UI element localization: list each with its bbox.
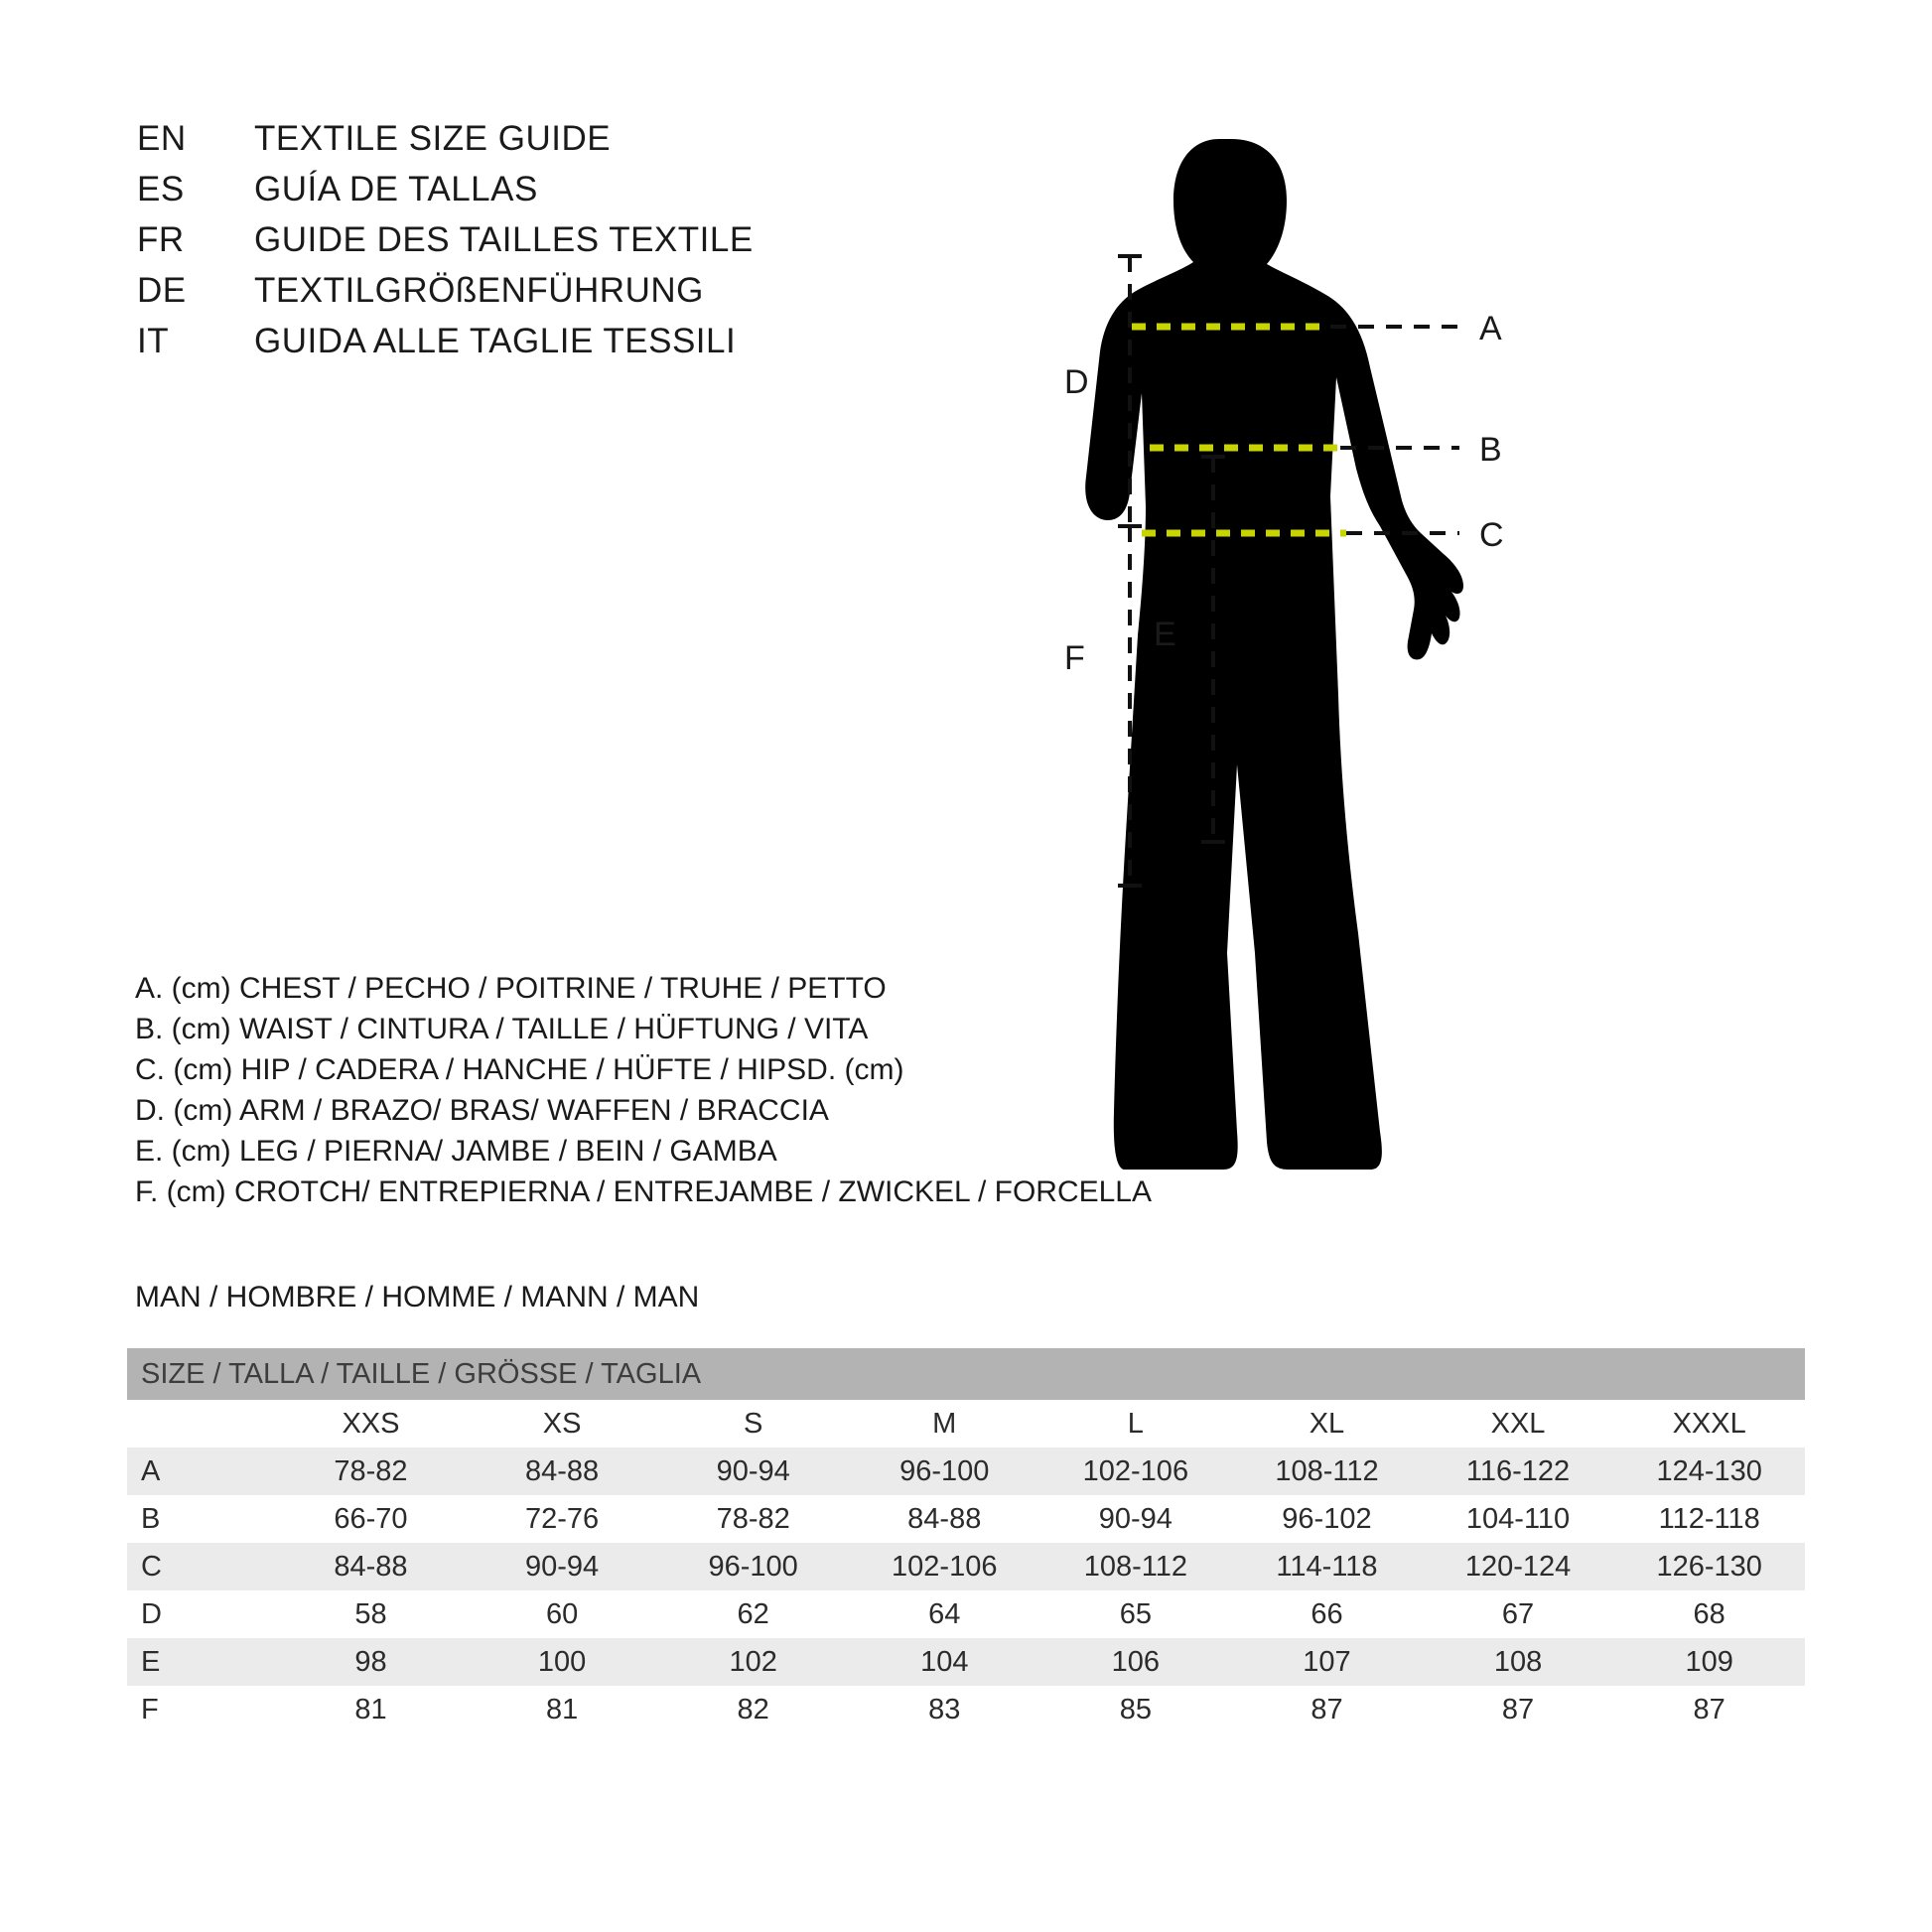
title-text-fr: GUIDE DES TAILLES TEXTILE [254, 220, 754, 259]
cell-e-xxs: 98 [275, 1638, 467, 1686]
col-header-xxxl: XXXL [1613, 1400, 1805, 1448]
title-text-es: GUÍA DE TALLAS [254, 170, 538, 208]
cell-d-l: 65 [1040, 1590, 1232, 1638]
cell-c-l: 108-112 [1040, 1543, 1232, 1590]
col-header-l: L [1040, 1400, 1232, 1448]
legend-item-b: B. (cm) WAIST / CINTURA / TAILLE / HÜFTUNG / VITA [135, 1013, 869, 1045]
table-row [127, 1638, 1805, 1686]
cell-a-xxl: 116-122 [1423, 1448, 1614, 1495]
table-row [127, 1686, 1805, 1733]
title-row [137, 119, 892, 170]
legend-item-f: F. (cm) CROTCH/ ENTREPIERNA / ENTREJAMBE / ZWICKEL / FORCELLA [135, 1175, 1152, 1208]
cell-c-xxl: 120-124 [1423, 1543, 1614, 1590]
cell-f-m: 83 [849, 1686, 1040, 1733]
col-header-m: M [849, 1400, 1040, 1448]
cell-b-s: 78-82 [657, 1495, 849, 1543]
title-row [137, 220, 892, 271]
table-row [127, 1448, 1805, 1495]
legend-item-c: C. (cm) HIP / CADERA / HANCHE / HÜFTE / HIPSD. (cm) [135, 1053, 904, 1086]
cell-a-xs: 84-88 [467, 1448, 658, 1495]
marker-label-f: F [1064, 639, 1085, 677]
cell-b-xxl: 104-110 [1423, 1495, 1614, 1543]
cell-c-s: 96-100 [657, 1543, 849, 1590]
marker-label-d: D [1064, 363, 1089, 401]
title-text-en: TEXTILE SIZE GUIDE [254, 119, 612, 158]
title-lang-de: DE [137, 271, 187, 310]
col-header-xs: XS [467, 1400, 658, 1448]
legend-item-a: A. (cm) CHEST / PECHO / POITRINE / TRUHE / PETTO [135, 972, 887, 1005]
cell-d-xxxl: 68 [1613, 1590, 1805, 1638]
title-lang-fr: FR [137, 220, 185, 259]
title-text-de: TEXTILGRÖßENFÜHRUNG [254, 271, 704, 310]
cell-d-s: 62 [657, 1590, 849, 1638]
cell-b-xl: 96-102 [1231, 1495, 1423, 1543]
title-row [137, 322, 892, 372]
cell-a-xxxl: 124-130 [1613, 1448, 1805, 1495]
table-header-label: SIZE / TALLA / TAILLE / GRÖSSE / TAGLIA [127, 1348, 1805, 1400]
cell-d-xl: 66 [1231, 1590, 1423, 1638]
cell-d-xxs: 58 [275, 1590, 467, 1638]
cell-e-xl: 107 [1231, 1638, 1423, 1686]
legend-item-d: D. (cm) ARM / BRAZO/ BRAS/ WAFFEN / BRACCIA [135, 1094, 829, 1127]
cell-d-xs: 60 [467, 1590, 658, 1638]
cell-e-xxl: 108 [1423, 1638, 1614, 1686]
cell-b-m: 84-88 [849, 1495, 1040, 1543]
title-text-it: GUIDA ALLE TAGLIE TESSILI [254, 322, 737, 360]
size-table [127, 1348, 1805, 1733]
cell-a-l: 102-106 [1040, 1448, 1232, 1495]
table-header-bar [127, 1348, 1805, 1400]
cell-b-l: 90-94 [1040, 1495, 1232, 1543]
table-row [127, 1495, 1805, 1543]
cell-d-xxl: 67 [1423, 1590, 1614, 1638]
cell-e-xs: 100 [467, 1638, 658, 1686]
cell-a-xxs: 78-82 [275, 1448, 467, 1495]
title-row [137, 271, 892, 322]
cell-e-xxxl: 109 [1613, 1638, 1805, 1686]
cell-c-m: 102-106 [849, 1543, 1040, 1590]
col-header-s: S [657, 1400, 849, 1448]
corner-cell [127, 1400, 275, 1448]
row-label-d: D [127, 1590, 275, 1638]
body-measurement-figure [1042, 79, 1857, 1261]
marker-label-e: E [1154, 616, 1176, 653]
cell-b-xxs: 66-70 [275, 1495, 467, 1543]
cell-e-m: 104 [849, 1638, 1040, 1686]
cell-a-m: 96-100 [849, 1448, 1040, 1495]
cell-a-xl: 108-112 [1231, 1448, 1423, 1495]
marker-label-b: B [1479, 431, 1502, 469]
table-row [127, 1590, 1805, 1638]
cell-f-xxs: 81 [275, 1686, 467, 1733]
measurement-legend [135, 968, 1158, 1212]
col-header-xxl: XXL [1423, 1400, 1614, 1448]
cell-f-xl: 87 [1231, 1686, 1423, 1733]
cell-f-l: 85 [1040, 1686, 1232, 1733]
title-lang-en: EN [137, 119, 187, 158]
cell-f-s: 82 [657, 1686, 849, 1733]
row-label-c: C [127, 1543, 275, 1590]
cell-a-s: 90-94 [657, 1448, 849, 1495]
col-header-xxs: XXS [275, 1400, 467, 1448]
cell-c-xs: 90-94 [467, 1543, 658, 1590]
cell-e-l: 106 [1040, 1638, 1232, 1686]
cell-f-xs: 81 [467, 1686, 658, 1733]
cell-b-xxxl: 112-118 [1613, 1495, 1805, 1543]
row-label-e: E [127, 1638, 275, 1686]
title-row [137, 170, 892, 220]
cell-b-xs: 72-76 [467, 1495, 658, 1543]
cell-c-xxxl: 126-130 [1613, 1543, 1805, 1590]
cell-d-m: 64 [849, 1590, 1040, 1638]
marker-label-a: A [1479, 310, 1502, 347]
table-row [127, 1543, 1805, 1590]
legend-item-e: E. (cm) LEG / PIERNA/ JAMBE / BEIN / GAMBA [135, 1135, 777, 1168]
row-label-f: F [127, 1686, 275, 1733]
cell-e-s: 102 [657, 1638, 849, 1686]
col-header-xl: XL [1231, 1400, 1423, 1448]
title-block [137, 119, 892, 372]
cell-c-xxs: 84-88 [275, 1543, 467, 1590]
table-column-headers [127, 1400, 1805, 1448]
row-label-b: B [127, 1495, 275, 1543]
title-lang-es: ES [137, 170, 185, 208]
cell-c-xl: 114-118 [1231, 1543, 1423, 1590]
cell-f-xxxl: 87 [1613, 1686, 1805, 1733]
row-label-a: A [127, 1448, 275, 1495]
title-lang-it: IT [137, 322, 170, 360]
marker-label-c: C [1479, 516, 1504, 554]
cell-f-xxl: 87 [1423, 1686, 1614, 1733]
gender-label: MAN / HOMBRE / HOMME / MANN / MAN [135, 1281, 700, 1313]
